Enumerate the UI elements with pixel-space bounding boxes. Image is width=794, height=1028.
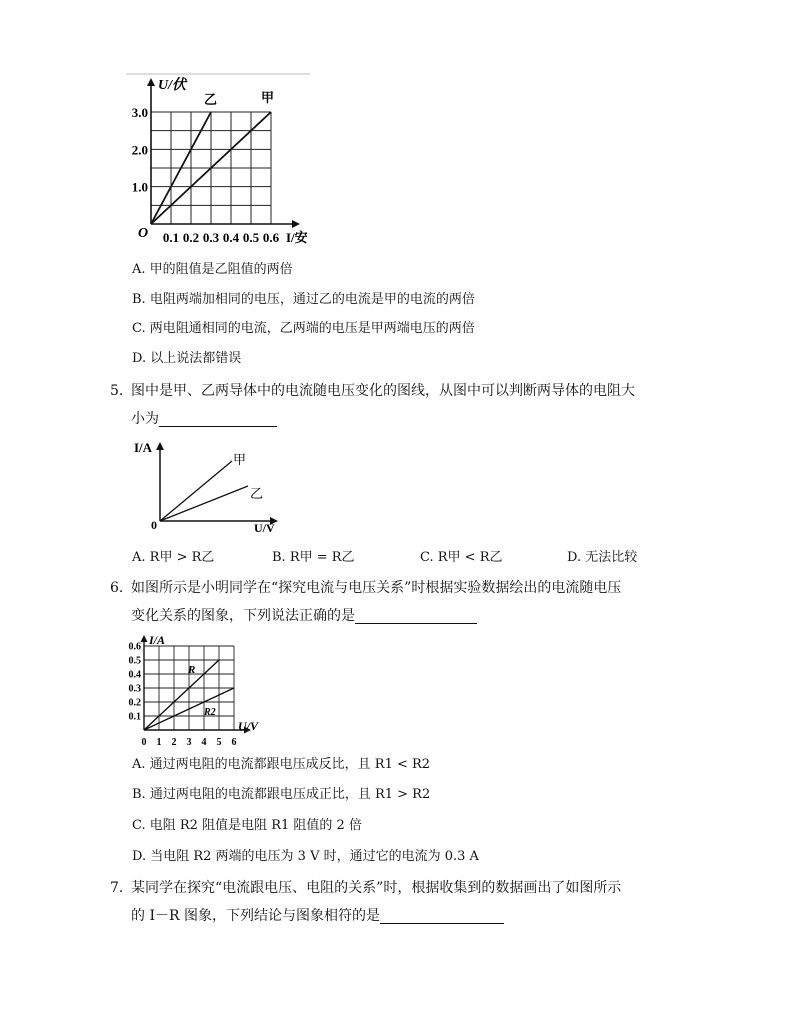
q7-stem-text: 的 I－R 图象，下列结论与图象相符的是 <box>131 908 380 924</box>
q5-stem-line1: 图中是甲、乙两导体中的电流随电压变化的图线，从图中可以判断两导体的电阻大 <box>131 383 635 399</box>
tick-label: 0.5 <box>128 655 141 667</box>
q5-option-c: C. R甲 < R乙 <box>420 550 503 565</box>
q6-option-c: C. 电阻 R2 阻值是电阻 R1 阻值的 2 倍 <box>132 818 362 833</box>
series-line-R <box>144 660 219 730</box>
tick-label: 0.3 <box>128 683 141 695</box>
q5-option-b: B. R甲 = R乙 <box>272 550 355 565</box>
x-axis-label: I/安 <box>286 230 308 245</box>
q4-option-d: D. 以上说法都错误 <box>132 351 242 366</box>
tick-label: 0.4 <box>222 230 240 245</box>
line-jia <box>160 461 232 521</box>
origin-label: 0 <box>151 518 157 532</box>
q6-stem-line2 <box>131 608 477 624</box>
line-label-jia: 甲 <box>233 452 247 467</box>
line-label-yi: 乙 <box>204 92 218 107</box>
tick-label: 1 <box>156 737 162 748</box>
tick-label: 0.4 <box>128 669 141 681</box>
x-tick-labels <box>142 737 237 748</box>
q7-number: 7. <box>110 880 124 896</box>
tick-label: 0.6 <box>262 230 280 245</box>
q5-option-d: D. 无法比较 <box>567 550 638 565</box>
answer-blank <box>159 412 277 427</box>
origin-label: O <box>138 226 149 241</box>
q5-number: 5. <box>110 383 124 399</box>
tick-label: 0.6 <box>128 641 141 653</box>
x-axis-label: U/V <box>238 719 259 733</box>
tick-label: 4 <box>201 737 207 748</box>
x-axis-arrow <box>292 220 300 228</box>
y-axis-label: I/A <box>149 633 166 647</box>
q6-stem-line1: 如图所示是小明同学在“探究电流与电压关系”时根据实验数据绘出的电流随电压 <box>131 580 622 596</box>
tick-label: 0.1 <box>162 230 180 245</box>
q5-option-a: A. R甲 > R乙 <box>132 550 215 565</box>
q6-iu-graph <box>118 632 268 750</box>
tick-label: 0 <box>141 737 147 748</box>
q6-number: 6. <box>110 580 124 596</box>
y-tick-labels <box>129 642 142 723</box>
answer-blank <box>355 609 477 624</box>
tick-label: 1.0 <box>131 179 148 195</box>
line-label-r2: R2 <box>204 707 216 718</box>
tick-label: 0.1 <box>128 711 141 723</box>
answer-blank <box>380 909 504 924</box>
q7-stem-line1: 某同学在探究“电流跟电压、电阻的关系”时，根据收集到的数据画出了如图所示 <box>131 880 622 896</box>
tick-label: 0.2 <box>128 697 141 709</box>
tick-label: 0.3 <box>202 230 220 245</box>
y-axis-arrow <box>141 635 148 642</box>
line-label-jia: 甲 <box>261 90 275 105</box>
tick-label: 3 <box>186 737 192 748</box>
tick-label: 6 <box>231 737 237 748</box>
tick-label: 0.5 <box>242 230 260 245</box>
q5-stem-text: 小为 <box>131 411 159 427</box>
q4-option-c: C. 两电阻通相同的电流，乙两端的电压是甲两端电压的两倍 <box>132 321 475 336</box>
q7-stem-line2 <box>131 908 504 924</box>
q4-option-b: B. 电阻两端加相同的电压，通过乙的电流是甲的电流的两倍 <box>132 292 475 307</box>
y-axis-arrow <box>147 78 155 86</box>
tick-label: 5 <box>216 737 222 748</box>
x-tick-labels <box>163 230 280 245</box>
y-axis-label: U/伏 <box>158 78 186 93</box>
line-label-yi: 乙 <box>250 486 264 501</box>
q6-option-a: A. 通过两电阻的电流都跟电压成反比，且 R1 < R2 <box>132 757 431 772</box>
tick-label: 2 <box>171 737 177 748</box>
q6-option-d: D. 当电阻 R2 两端的电压为 3 V 时，通过它的电流为 0.3 A <box>132 849 479 864</box>
line-label-r: R <box>188 664 196 676</box>
tick-label: 0.2 <box>182 230 200 245</box>
q5-stem-line2 <box>131 411 277 427</box>
q5-iu-graph <box>134 436 290 536</box>
q6-stem-text: 变化关系的图象，下列说法正确的是 <box>131 608 355 624</box>
line-yi <box>160 486 248 521</box>
tick-label: 3.0 <box>131 105 148 120</box>
x-axis-label: U/V <box>254 521 275 535</box>
q4-option-a: A. 甲的阻值是乙阻值的两倍 <box>132 262 293 277</box>
y-axis-label: I/A <box>134 440 153 455</box>
tick-label: 2.0 <box>131 142 148 158</box>
q6-option-b: B. 通过两电阻的电流都跟电压成正比，且 R1 > R2 <box>132 787 431 802</box>
y-axis-arrow <box>156 442 164 450</box>
q4-ui-graph <box>120 70 320 250</box>
y-tick-labels <box>132 105 148 195</box>
